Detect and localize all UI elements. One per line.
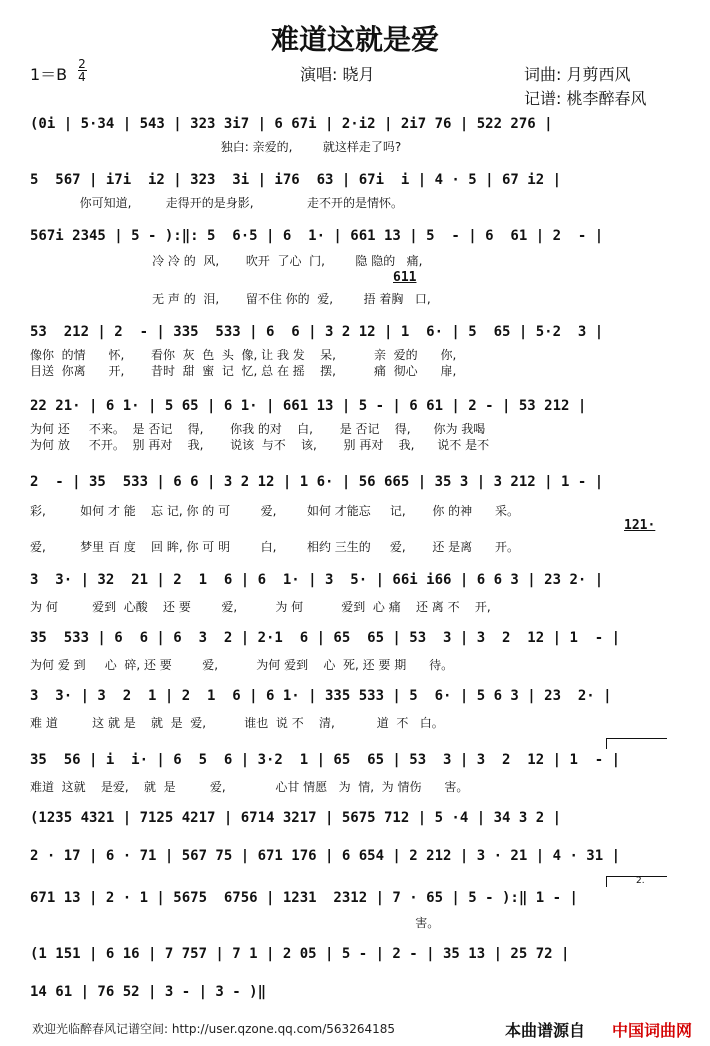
notes-line: (1 151 | 6 16 | 7 757 | 7 1 | 2 05 | 5 - | 2 - | 35 13 | 25 72 | [30,946,570,962]
key-signature: 1＝B [30,65,68,84]
lyric-line: 目送 你离 开, 昔时 甜 蜜 记 忆, 总 在 摇 摆, 痛 彻心 扉, [30,364,457,378]
lyric-line: 冷 冷 的 风, 吹开 了心 门, 隐 隐的 痛, [30,254,423,268]
time-signature-top: 2 [78,57,86,71]
lyric-line: 你可知道, 走得开的是身影, 走不开的是情怀。 [30,196,403,210]
footer-site-name[interactable]: 中国词曲网 [612,1021,693,1040]
notes-line: (1235 4321 | 7125 4217 | 6714 3217 | 5675 712 | 5 ·4 | 34 3 2 | [30,810,562,826]
alt-notes: 611 [393,270,417,285]
lyric-line: 彩, 如何 才 能 忘 记, 你 的 可 爱, 如何 才能忘 记, 你 的神 采。 [30,504,520,518]
notes-line: 35 56 | i i· | 6 5 6 | 3·2 1 | 65 65 | 53 3 | 3 2 12 | 1 - | [30,752,621,768]
lyric-line: 为何 爱 到 心 碎, 还 要 爱, 为何 爱到 心 死, 还 要 期 待。 [30,658,454,672]
singer-credit: 演唱: 晓月 [300,65,375,84]
volta-label: 2. [636,876,645,886]
notes-line: 567i 2345 | 5 - ):‖: 5 6·5 | 6 1· | 661 13 | 5 - | 6 61 | 2 - | [30,228,604,244]
time-signature [76,58,88,83]
lyric-line: 害。 [30,916,440,930]
notes-line: 3 3· | 3 2 1 | 2 1 6 | 6 1· | 335 533 | 5 6· | 5 6 3 | 23 2· | [30,688,612,704]
lyric-line: 为何 还 不来。 是 否记 得, 你我 的对 白, 是 否记 得, 你为 我喝 [30,422,486,436]
lyric-line: 为何 放 不开。 别 再对 我, 说该 与不 该, 别 再对 我, 说不 是不 [30,438,490,452]
notes-line: (0i | 5·34 | 543 | 323 3i7 | 6 67i | 2·i2 | 2i7 76 | 522 276 | [30,116,553,132]
alt-notes: 121· [624,518,656,533]
lyric-line: 为 何 爱到 心酸 还 要 爱, 为 何 爱到 心 痛 还 离 不 开, [30,600,491,614]
lyric-line: 难 道 这 就 是 就 是 爱, 谁也 说 不 清, 道 不 白。 [30,716,444,730]
lyric-line: 像你 的情 怀, 看你 灰 色 头 像, 让 我 发 呆, 亲 爱的 你, [30,348,457,362]
footer-source-label: 本曲谱源自 [505,1021,586,1040]
notes-line: 22 21· | 6 1· | 5 65 | 6 1· | 661 13 | 5 - | 6 61 | 2 - | 53 212 | [30,398,587,414]
lyric-line: 难道 这就 是爱, 就 是 爱, 心甘 情愿 为 情, 为 情伤 害。 [30,780,469,794]
notes-line: 671 13 | 2 · 1 | 5675 6756 | 1231 2312 | 7 · 65 | 5 - ):‖ 1 - | [30,890,578,906]
notes-line: 3 3· | 32 21 | 2 1 6 | 6 1· | 3 5· | 66i i66 | 6 6 3 | 23 2· | [30,572,604,588]
notes-line: 35 533 | 6 6 | 6 3 2 | 2·1 6 | 65 65 | 53 3 | 3 2 12 | 1 - | [30,630,621,646]
notes-line: 53 212 | 2 - | 335 533 | 6 6 | 3 2 12 | 1 6· | 5 65 | 5·2 3 | [30,324,604,340]
lyric-line: 独白: 亲爱的, 就这样走了吗? [30,140,402,154]
notes-line: 14 61 | 76 52 | 3 - | 3 - )‖ [30,984,267,1000]
volta-bracket-1 [606,738,667,749]
song-title: 难道这就是爱 [270,23,439,56]
lyric-line: 无 声 的 泪, 留不住 你的 爱, 捂 着胸 口, [30,292,431,306]
time-signature-bottom: 4 [78,70,86,84]
footer-source-link[interactable]: 欢迎光临醉春风记谱空间: http://user.qzone.qq.com/563264185 [32,1022,396,1036]
lyric-line: 爱, 梦里 百 度 回 眸, 你 可 明 白, 相约 三生的 爱, 还 是离 开。 [30,540,520,554]
transcriber-credit: 记谱: 桃李醉春风 [524,89,647,108]
notes-line: 5 567 | i7i i2 | 323 3i | i76 63 | 67i i | 4 · 5 | 67 i2 | [30,172,562,188]
notes-line: 2 - | 35 533 | 6 6 | 3 2 12 | 1 6· | 56 665 | 35 3 | 3 212 | 1 - | [30,474,604,490]
notes-line: 2 · 17 | 6 · 71 | 567 75 | 671 176 | 6 654 | 2 212 | 3 · 21 | 4 · 31 | [30,848,621,864]
lyricist-credit: 词曲: 月剪西风 [524,65,631,84]
